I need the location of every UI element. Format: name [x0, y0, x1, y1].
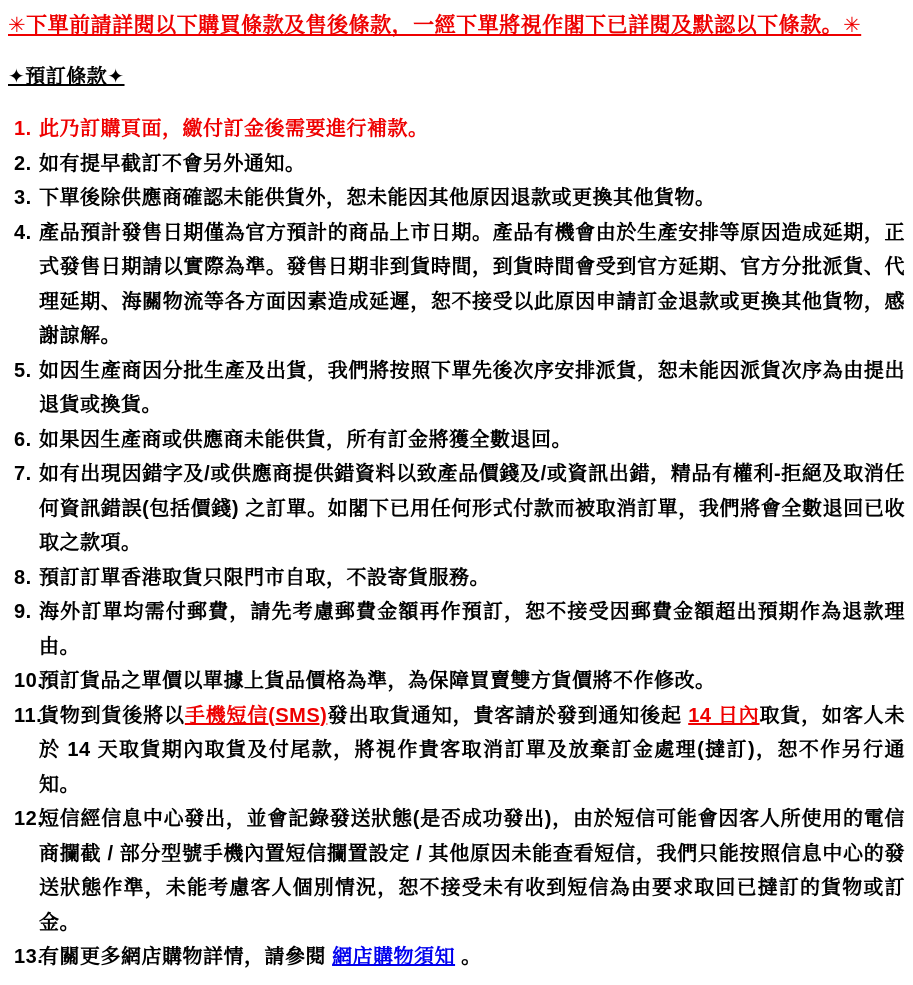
pickup-deadline-highlight: 14 日內: [688, 704, 760, 727]
item-number: 12.: [14, 808, 44, 830]
term-item-6: [8, 423, 905, 458]
item-number: 13.: [14, 946, 44, 968]
term-text: 預訂訂單香港取貨只限門市自取，不設寄貨服務。: [39, 566, 490, 589]
term-text-segment: 有關更多網店購物詳情，請參閱: [39, 946, 333, 968]
preorder-terms-heading: ✦預訂條款✦: [8, 66, 125, 88]
purchase-notice-banner: ✳下單前請詳閱以下購買條款及售後條款，一經下單將視作閣下已詳閱及默認以下條款。✳: [8, 14, 862, 37]
term-item-4: [8, 216, 905, 354]
term-item-1: [8, 112, 905, 147]
term-item-12: [8, 802, 905, 940]
term-text-segment: 。: [455, 946, 482, 968]
term-text-segment: 發出取貨通知，貴客請於發到通知後起: [327, 704, 689, 727]
term-item-5: [8, 354, 905, 423]
term-text: 如有提早截訂不會另外通知。: [39, 152, 306, 175]
term-text: 如有出現因錯字及/或供應商提供錯資料以致產品價錢及/或資訊出錯，精品有權利-拒絕及取消任何資訊錯誤(包括價錢) 之訂單。如閣下已用任何形式付款而被取消訂單，我們將會全數退回已收取之款項。: [39, 463, 905, 554]
term-item-7: [8, 457, 905, 561]
item-number: 9.: [14, 601, 32, 623]
terms-list: [8, 112, 905, 975]
term-text: 如因生產商因分批生產及出貨，我們將按照下單先後次序安排派貨，恕未能因派貨次序為由提出退貨或換貨。: [39, 359, 905, 416]
term-item-13: [8, 940, 905, 975]
item-number: 4.: [14, 221, 32, 244]
item-number: 7.: [14, 463, 32, 485]
term-text-segment: 貨物到貨後將以: [39, 704, 185, 727]
term-text: 短信經信息中心發出，並會記錄發送狀態(是否成功發出)，由於短信可能會因客人所使用的電信商攔截 / 部分型號手機內置短信攔置設定 / 其他原因未能查看短信，我們只能按照信息中心的發送狀態作準，未能考慮客人個別情況，恕不接受未有收到短信為由要求取回已撻訂的貨物或訂金。: [39, 808, 905, 934]
term-item-2: [8, 147, 905, 182]
term-item-11: [8, 699, 905, 803]
item-number: 1.: [14, 118, 32, 140]
term-text-segment: 取貨，如客人未於 14 天取貨期內取貨及付尾款，將視作貴客取消訂單及放棄訂金處理(撻訂)，恕不作另行通知。: [39, 704, 906, 796]
term-text: 如果因生產商或供應商未能供貨，所有訂金將獲全數退回。: [39, 428, 572, 451]
term-text: 下單後除供應商確認未能供貨外，恕未能因其他原因退款或更換其他貨物。: [39, 187, 716, 209]
store-shopping-guide-link[interactable]: 網店購物須知: [332, 946, 456, 968]
term-text: 海外訂單均需付郵費，請先考慮郵費金額再作預訂，恕不接受因郵費金額超出預期作為退款理由。: [39, 601, 905, 658]
item-number: 3.: [14, 187, 32, 209]
term-text: 此乃訂購頁面，繳付訂金後需要進行補款。: [39, 118, 429, 140]
item-number: 2.: [14, 152, 32, 175]
term-item-8: [8, 561, 905, 596]
term-text: 產品預計發售日期僅為官方預計的商品上市日期。產品有機會由於生產安排等原因造成延期，正式發售日期請以實際為準。發售日期非到貨時間，到貨時間會受到官方延期、官方分批派貨、代理延期、海關物流等各方面因素造成延遲，恕不接受以此原因申請訂金退款或更換其他貨物，感謝諒解。: [39, 221, 905, 347]
item-number: 8.: [14, 566, 32, 589]
term-item-9: [8, 595, 905, 664]
item-number: 6.: [14, 428, 32, 451]
item-number: 11.: [14, 704, 43, 727]
sms-highlight: 手機短信(SMS): [184, 704, 328, 727]
term-item-10: [8, 664, 905, 699]
item-number: 5.: [14, 359, 32, 382]
term-text: 預訂貨品之單價以單據上貨品價格為準，為保障買賣雙方貨價將不作修改。: [39, 670, 716, 692]
item-number: 10.: [14, 670, 44, 692]
term-item-3: [8, 181, 905, 216]
